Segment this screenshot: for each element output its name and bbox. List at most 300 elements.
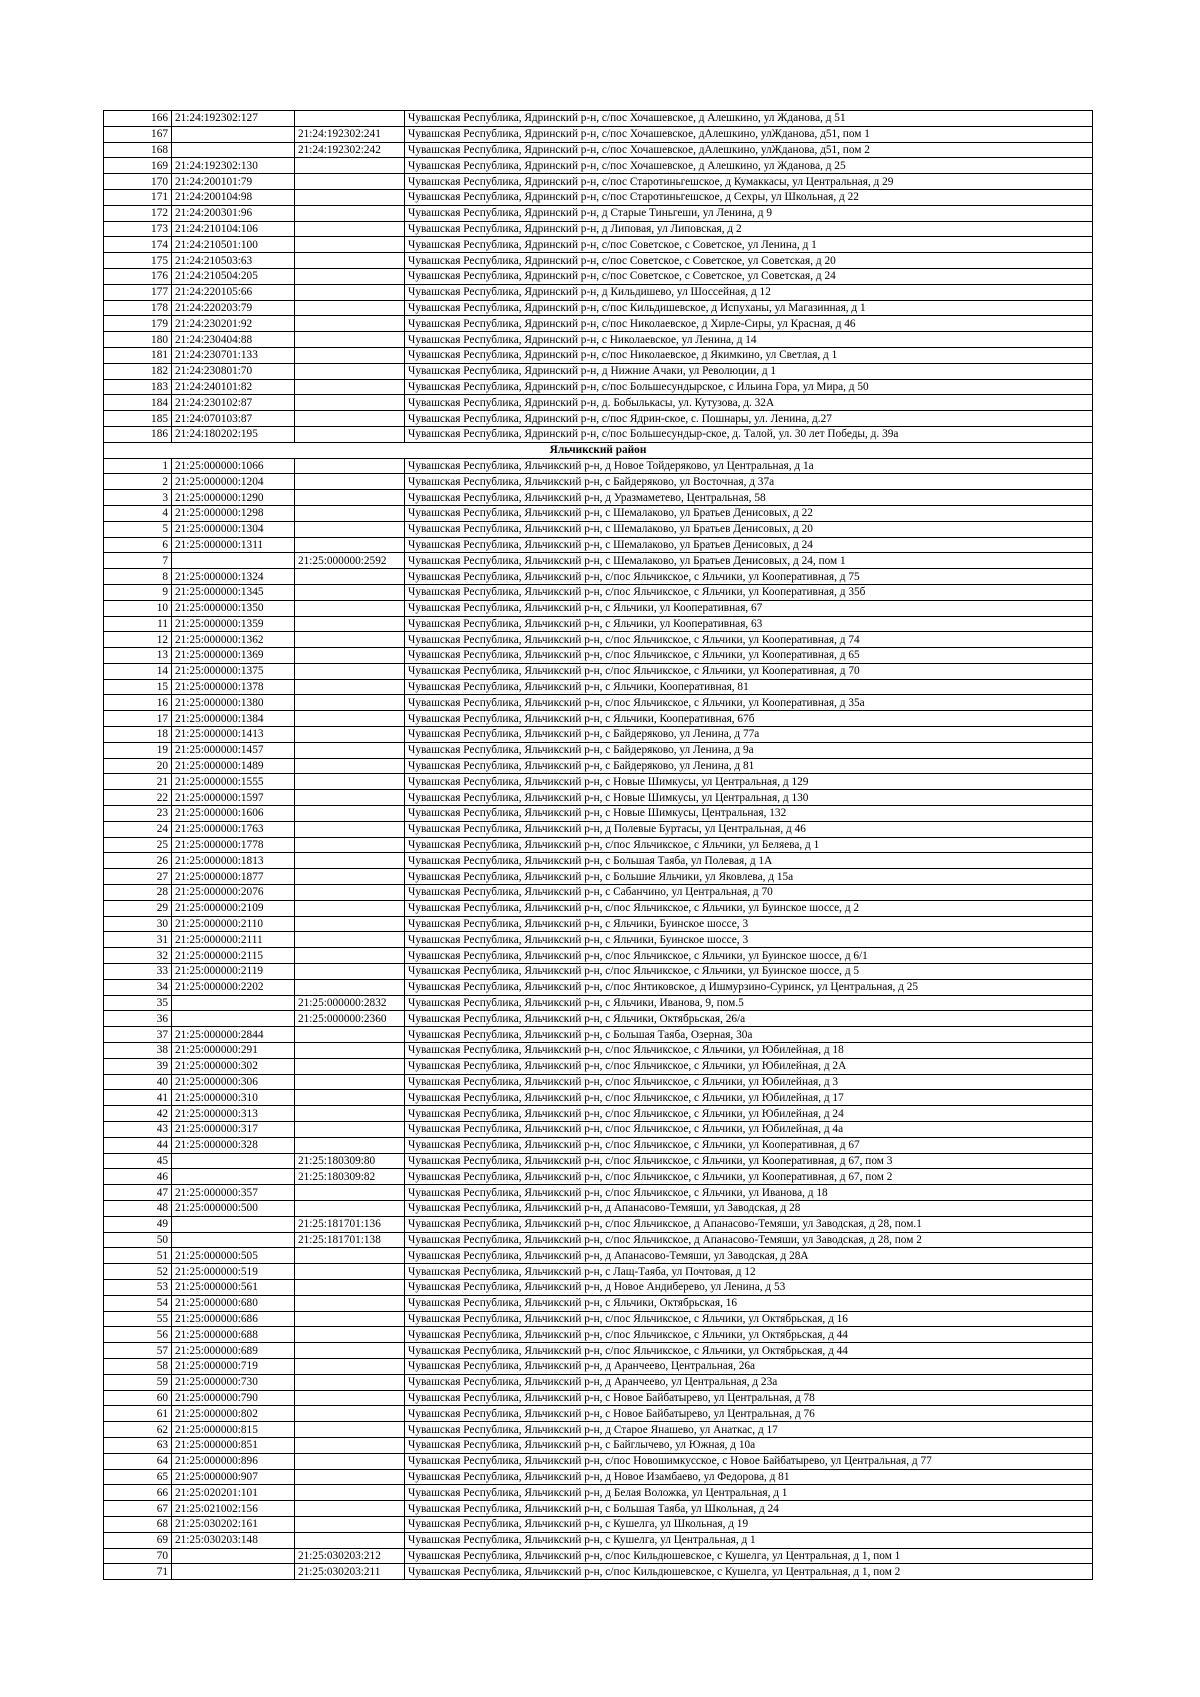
table-row: [104, 663, 1093, 679]
row-number: 58: [104, 1358, 172, 1374]
premises-cadastral-number: [295, 537, 405, 553]
row-number: 169: [104, 158, 172, 174]
premises-cadastral-number: [295, 679, 405, 695]
cadastral-number: 21:25:000000:317: [172, 1122, 295, 1138]
table-row: [104, 727, 1093, 743]
table-row: [104, 1011, 1093, 1027]
cadastral-number: [172, 142, 295, 158]
row-number: 50: [104, 1232, 172, 1248]
row-number: 55: [104, 1311, 172, 1327]
row-number: 170: [104, 174, 172, 190]
table-row: [104, 995, 1093, 1011]
premises-cadastral-number: [295, 458, 405, 474]
table-row: [104, 126, 1093, 142]
address: Чувашская Республика, Яльчикский р-н, с Кушелга, ул Центральная, д 1: [405, 1532, 1093, 1548]
property-registry-table: [103, 110, 1093, 1580]
cadastral-number: 21:25:000000:519: [172, 1264, 295, 1280]
table-row: [104, 837, 1093, 853]
premises-cadastral-number: [295, 806, 405, 822]
premises-cadastral-number: [295, 1295, 405, 1311]
cadastral-number: 21:25:000000:815: [172, 1422, 295, 1438]
address: Чувашская Республика, Ядринский р-н, д Кильдишево, ул Шоссейная, д 12: [405, 284, 1093, 300]
address: Чувашская Республика, Ядринский р-н, д. Бобылькасы, ул. Кутузова, д. 32А: [405, 395, 1093, 411]
cadastral-number: 21:25:000000:719: [172, 1358, 295, 1374]
cadastral-number: 21:25:000000:1204: [172, 474, 295, 490]
cadastral-number: [172, 1232, 295, 1248]
address: Чувашская Республика, Ядринский р-н, с/пос Старотиньгешское, д Кумаккасы, ул Центральная, д 29: [405, 174, 1093, 190]
row-number: 64: [104, 1453, 172, 1469]
premises-cadastral-number: [295, 1343, 405, 1359]
row-number: 172: [104, 205, 172, 221]
cadastral-number: 21:25:000000:689: [172, 1343, 295, 1359]
cadastral-number: 21:25:000000:1597: [172, 790, 295, 806]
cadastral-number: 21:25:000000:1877: [172, 869, 295, 885]
table-row: [104, 900, 1093, 916]
cadastral-number: 21:25:000000:2844: [172, 1027, 295, 1043]
row-number: 25: [104, 837, 172, 853]
row-number: 31: [104, 932, 172, 948]
table-row: [104, 711, 1093, 727]
table-row: [104, 553, 1093, 569]
address: Чувашская Республика, Яльчикский р-н, с/пос Яльчикское, с Яльчики, ул Октябрьская, д 44: [405, 1327, 1093, 1343]
address: Чувашская Республика, Яльчикский р-н, с Яльчики, Кооперативная, 81: [405, 679, 1093, 695]
row-number: 41: [104, 1090, 172, 1106]
address: Чувашская Республика, Яльчикский р-н, с Байдеряково, ул Восточная, д 37а: [405, 474, 1093, 490]
table-row: [104, 600, 1093, 616]
premises-cadastral-number: 21:25:181701:136: [295, 1216, 405, 1232]
premises-cadastral-number: [295, 1501, 405, 1517]
cadastral-number: 21:25:000000:1380: [172, 695, 295, 711]
table-row: [104, 869, 1093, 885]
premises-cadastral-number: [295, 885, 405, 901]
table-row: [104, 584, 1093, 600]
row-number: 7: [104, 553, 172, 569]
premises-cadastral-number: 21:25:030203:211: [295, 1564, 405, 1580]
table-row: [104, 1548, 1093, 1564]
premises-cadastral-number: [295, 158, 405, 174]
premises-cadastral-number: [295, 790, 405, 806]
row-number: 181: [104, 347, 172, 363]
row-number: 171: [104, 189, 172, 205]
row-number: 8: [104, 569, 172, 585]
cadastral-number: 21:25:000000:1778: [172, 837, 295, 853]
row-number: 179: [104, 316, 172, 332]
premises-cadastral-number: [295, 584, 405, 600]
cadastral-number: 21:25:000000:907: [172, 1469, 295, 1485]
table-row: [104, 1264, 1093, 1280]
cadastral-number: 21:25:000000:1298: [172, 505, 295, 521]
premises-cadastral-number: [295, 253, 405, 269]
row-number: 182: [104, 363, 172, 379]
row-number: 71: [104, 1564, 172, 1580]
cadastral-number: [172, 1216, 295, 1232]
cadastral-number: 21:25:000000:1369: [172, 648, 295, 664]
row-number: 63: [104, 1437, 172, 1453]
cadastral-number: [172, 553, 295, 569]
address: Чувашская Республика, Яльчикский р-н, с/пос Яльчикское, с Яльчики, ул Буинское шоссе, д 2: [405, 900, 1093, 916]
row-number: 18: [104, 727, 172, 743]
table-row: [104, 300, 1093, 316]
table-row: [104, 1169, 1093, 1185]
premises-cadastral-number: [295, 632, 405, 648]
address: Чувашская Республика, Яльчикский р-н, с/пос Новошимкусское, с Новое Байбатырево, ул Центральная, д 77: [405, 1453, 1093, 1469]
address: Чувашская Республика, Яльчикский р-н, с Кушелга, ул Школьная, д 19: [405, 1516, 1093, 1532]
address: Чувашская Республика, Яльчикский р-н, с/пос Яльчикское, с Яльчики, ул Кооперативная, д 67: [405, 1137, 1093, 1153]
premises-cadastral-number: [295, 837, 405, 853]
cadastral-number: 21:25:000000:1813: [172, 853, 295, 869]
table-row: [104, 569, 1093, 585]
premises-cadastral-number: [295, 316, 405, 332]
table-row: [104, 932, 1093, 948]
table-row: [104, 774, 1093, 790]
row-number: 43: [104, 1122, 172, 1138]
table-row: [104, 758, 1093, 774]
cadastral-number: 21:24:230701:133: [172, 347, 295, 363]
table-row: [104, 174, 1093, 190]
table-row: [104, 332, 1093, 348]
premises-cadastral-number: [295, 395, 405, 411]
cadastral-number: 21:25:030202:161: [172, 1516, 295, 1532]
table-row: [104, 916, 1093, 932]
table-row: [104, 1390, 1093, 1406]
address: Чувашская Республика, Яльчикский р-н, с Яльчики, ул Кооперативная, 63: [405, 616, 1093, 632]
address: Чувашская Республика, Яльчикский р-н, с Шемалаково, ул Братьев Денисовых, д 22: [405, 505, 1093, 521]
premises-cadastral-number: [295, 332, 405, 348]
row-number: 39: [104, 1058, 172, 1074]
premises-cadastral-number: [295, 695, 405, 711]
cadastral-number: 21:25:000000:313: [172, 1106, 295, 1122]
address: Чувашская Республика, Яльчикский р-н, с/пос Яльчикское, с Яльчики, ул Кооперативная, д 35а: [405, 695, 1093, 711]
table-row: [104, 1137, 1093, 1153]
table-row: [104, 411, 1093, 427]
row-number: 66: [104, 1485, 172, 1501]
premises-cadastral-number: [295, 268, 405, 284]
address: Чувашская Республика, Ядринский р-н, с Николаевское, ул Ленина, д 14: [405, 332, 1093, 348]
row-number: 40: [104, 1074, 172, 1090]
row-number: 12: [104, 632, 172, 648]
cadastral-number: [172, 1564, 295, 1580]
address: Чувашская Республика, Яльчикский р-н, с/пос Яльчикское, с Яльчики, ул Юбилейная, д 17: [405, 1090, 1093, 1106]
premises-cadastral-number: [295, 648, 405, 664]
cadastral-number: 21:25:000000:2110: [172, 916, 295, 932]
address: Чувашская Республика, Яльчикский р-н, с/пос Яльчикское, с Яльчики, ул Буинское шоссе, д 6/1: [405, 948, 1093, 964]
cadastral-number: 21:25:000000:2109: [172, 900, 295, 916]
row-number: 6: [104, 537, 172, 553]
row-number: 48: [104, 1200, 172, 1216]
address: Чувашская Республика, Ядринский р-н, с/пос Советское, с Советское, ул Советская, д 24: [405, 268, 1093, 284]
row-number: 33: [104, 964, 172, 980]
cadastral-number: 21:25:000000:2119: [172, 964, 295, 980]
address: Чувашская Республика, Яльчикский р-н, с Большие Яльчики, ул Яковлева, д 15а: [405, 869, 1093, 885]
cadastral-number: 21:25:000000:802: [172, 1406, 295, 1422]
section-title: Яльчикский район: [104, 442, 1093, 458]
address: Чувашская Республика, Яльчикский р-н, с/пос Яльчикское, с Яльчики, ул Иванова, д 18: [405, 1185, 1093, 1201]
cadastral-number: 21:25:000000:1763: [172, 821, 295, 837]
row-number: 59: [104, 1374, 172, 1390]
address: Чувашская Республика, Яльчикский р-н, с Шемалаково, ул Братьев Денисовых, д 24, пом 1: [405, 553, 1093, 569]
address: Чувашская Республика, Яльчикский р-н, с/пос Яльчикское, с Яльчики, ул Кооперативная, д 67, пом 3: [405, 1153, 1093, 1169]
premises-cadastral-number: 21:25:000000:2592: [295, 553, 405, 569]
address: Чувашская Республика, Яльчикский р-н, д Новое Тойдеряково, ул Центральная, д 1а: [405, 458, 1093, 474]
premises-cadastral-number: [295, 1437, 405, 1453]
premises-cadastral-number: [295, 411, 405, 427]
cadastral-number: [172, 126, 295, 142]
row-number: 1: [104, 458, 172, 474]
cadastral-number: 21:24:200301:96: [172, 205, 295, 221]
row-number: 17: [104, 711, 172, 727]
table-row: [104, 1216, 1093, 1232]
cadastral-number: 21:24:220203:79: [172, 300, 295, 316]
cadastral-number: 21:25:000000:2076: [172, 885, 295, 901]
table-row: [104, 458, 1093, 474]
row-number: 15: [104, 679, 172, 695]
row-number: 175: [104, 253, 172, 269]
address: Чувашская Республика, Яльчикский р-н, д Белая Воложка, ул Центральная, д 1: [405, 1485, 1093, 1501]
cadastral-number: 21:25:000000:1606: [172, 806, 295, 822]
table-row: [104, 821, 1093, 837]
premises-cadastral-number: [295, 853, 405, 869]
table-row: [104, 1058, 1093, 1074]
premises-cadastral-number: [295, 1137, 405, 1153]
address: Чувашская Республика, Яльчикский р-н, с/пос Янтиковское, д Ишмурзино-Суринск, ул Центральная, д 25: [405, 979, 1093, 995]
row-number: 68: [104, 1516, 172, 1532]
address: Чувашская Республика, Яльчикский р-н, с/пос Яльчикское, с Яльчики, ул Юбилейная, д 4а: [405, 1122, 1093, 1138]
premises-cadastral-number: [295, 742, 405, 758]
premises-cadastral-number: [295, 1453, 405, 1469]
table-row: [104, 1516, 1093, 1532]
address: Чувашская Республика, Яльчикский р-н, д Уразмаметево, Центральная, 58: [405, 490, 1093, 506]
address: Чувашская Республика, Яльчикский р-н, с/пос Яльчикское, с Яльчики, ул Юбилейная, д 24: [405, 1106, 1093, 1122]
cadastral-number: 21:24:210501:100: [172, 237, 295, 253]
premises-cadastral-number: 21:24:192302:242: [295, 142, 405, 158]
premises-cadastral-number: [295, 1200, 405, 1216]
premises-cadastral-number: [295, 711, 405, 727]
document-page: [103, 110, 1093, 1580]
premises-cadastral-number: [295, 1185, 405, 1201]
premises-cadastral-number: 21:25:180309:82: [295, 1169, 405, 1185]
cadastral-number: 21:25:000000:561: [172, 1279, 295, 1295]
premises-cadastral-number: [295, 1264, 405, 1280]
row-number: 178: [104, 300, 172, 316]
cadastral-number: 21:24:210503:63: [172, 253, 295, 269]
cadastral-number: 21:24:200104:98: [172, 189, 295, 205]
table-row: [104, 1343, 1093, 1359]
address: Чувашская Республика, Яльчикский р-н, с Байдеряково, ул Ленина, д 77а: [405, 727, 1093, 743]
address: Чувашская Республика, Ядринский р-н, д Нижние Ачаки, ул Революции, д 1: [405, 363, 1093, 379]
row-number: 30: [104, 916, 172, 932]
table-row: [104, 284, 1093, 300]
table-row: [104, 616, 1093, 632]
premises-cadastral-number: [295, 948, 405, 964]
table-row: [104, 505, 1093, 521]
table-row: [104, 1485, 1093, 1501]
address: Чувашская Республика, Яльчикский р-н, с Новые Шимкусы, ул Центральная, д 129: [405, 774, 1093, 790]
cadastral-number: 21:24:210104:106: [172, 221, 295, 237]
premises-cadastral-number: [295, 1327, 405, 1343]
address: Чувашская Республика, Ядринский р-н, с/пос Старотиньгешское, д Сехры, ул Школьная, д 22: [405, 189, 1093, 205]
row-number: 176: [104, 268, 172, 284]
cadastral-number: 21:25:000000:328: [172, 1137, 295, 1153]
table-row: [104, 742, 1093, 758]
row-number: 37: [104, 1027, 172, 1043]
table-row: [104, 1232, 1093, 1248]
cadastral-number: 21:25:000000:306: [172, 1074, 295, 1090]
premises-cadastral-number: [295, 1090, 405, 1106]
row-number: 177: [104, 284, 172, 300]
row-number: 4: [104, 505, 172, 521]
address: Чувашская Республика, Ядринский р-н, с/пос Советское, с Советское, ул Ленина, д 1: [405, 237, 1093, 253]
address: Чувашская Республика, Яльчикский р-н, с Большая Таяба, Озерная, 30а: [405, 1027, 1093, 1043]
premises-cadastral-number: [295, 521, 405, 537]
premises-cadastral-number: [295, 1406, 405, 1422]
premises-cadastral-number: [295, 174, 405, 190]
cadastral-number: 21:25:000000:1066: [172, 458, 295, 474]
row-number: 23: [104, 806, 172, 822]
cadastral-number: 21:25:000000:688: [172, 1327, 295, 1343]
address: Чувашская Республика, Яльчикский р-н, с/пос Кильдюшевское, с Кушелга, ул Центральная, д 1, пом 1: [405, 1548, 1093, 1564]
cadastral-number: 21:24:240101:82: [172, 379, 295, 395]
cadastral-number: 21:25:000000:1345: [172, 584, 295, 600]
row-number: 67: [104, 1501, 172, 1517]
cadastral-number: 21:25:000000:1489: [172, 758, 295, 774]
row-number: 9: [104, 584, 172, 600]
row-number: 69: [104, 1532, 172, 1548]
table-row: [104, 1153, 1093, 1169]
row-number: 167: [104, 126, 172, 142]
address: Чувашская Республика, Яльчикский р-н, с Новое Байбатырево, ул Центральная, д 78: [405, 1390, 1093, 1406]
table-row: [104, 1469, 1093, 1485]
premises-cadastral-number: [295, 932, 405, 948]
address: Чувашская Республика, Яльчикский р-н, с Лащ-Таяба, ул Почтовая, д 12: [405, 1264, 1093, 1280]
row-number: 32: [104, 948, 172, 964]
table-row: [104, 853, 1093, 869]
row-number: 180: [104, 332, 172, 348]
table-row: [104, 1248, 1093, 1264]
premises-cadastral-number: [295, 426, 405, 442]
address: Чувашская Республика, Яльчикский р-н, с Байглычево, ул Южная, д 10а: [405, 1437, 1093, 1453]
cadastral-number: 21:25:000000:291: [172, 1043, 295, 1059]
row-number: 14: [104, 663, 172, 679]
table-row: [104, 1185, 1093, 1201]
address: Чувашская Республика, Яльчикский р-н, с/пос Яльчикское, с Яльчики, ул Кооперативная, д 65: [405, 648, 1093, 664]
table-row: [104, 1295, 1093, 1311]
premises-cadastral-number: [295, 616, 405, 632]
premises-cadastral-number: [295, 1532, 405, 1548]
cadastral-number: 21:25:000000:896: [172, 1453, 295, 1469]
address: Чувашская Республика, Яльчикский р-н, с/пос Яльчикское, с Яльчики, ул Кооперативная, д 67, пом 2: [405, 1169, 1093, 1185]
table-row: [104, 142, 1093, 158]
cadastral-number: 21:25:000000:1457: [172, 742, 295, 758]
table-row: [104, 964, 1093, 980]
table-row: [104, 537, 1093, 553]
address: Чувашская Республика, Яльчикский р-н, д Апанасово-Темяши, ул Заводская, д 28: [405, 1200, 1093, 1216]
row-number: 42: [104, 1106, 172, 1122]
cadastral-number: 21:25:020201:101: [172, 1485, 295, 1501]
table-row: [104, 426, 1093, 442]
row-number: 19: [104, 742, 172, 758]
address: Чувашская Республика, Ядринский р-н, с/пос Николаевское, д Хирле-Сиры, ул Красная, д 46: [405, 316, 1093, 332]
cadastral-number: 21:24:230801:70: [172, 363, 295, 379]
premises-cadastral-number: [295, 900, 405, 916]
table-row: [104, 347, 1093, 363]
cadastral-number: 21:24:230404:88: [172, 332, 295, 348]
row-number: 184: [104, 395, 172, 411]
table-row: [104, 379, 1093, 395]
section-header-row: [104, 442, 1093, 458]
table-row: [104, 806, 1093, 822]
table-row: [104, 632, 1093, 648]
row-number: 38: [104, 1043, 172, 1059]
premises-cadastral-number: [295, 916, 405, 932]
row-number: 46: [104, 1169, 172, 1185]
address: Чувашская Республика, Яльчикский р-н, д Аранчеево, Центральная, 26а: [405, 1358, 1093, 1374]
cadastral-number: 21:25:000000:505: [172, 1248, 295, 1264]
address: Чувашская Республика, Яльчикский р-н, с/пос Яльчикское, с Яльчики, ул Беляева, д 1: [405, 837, 1093, 853]
table-row: [104, 648, 1093, 664]
address: Чувашская Республика, Яльчикский р-н, с Шемалаково, ул Братьев Денисовых, д 24: [405, 537, 1093, 553]
premises-cadastral-number: [295, 821, 405, 837]
address: Чувашская Республика, Ядринский р-н, с/пос Хочашевское, дАлешкино, улЖданова, д51, пом 2: [405, 142, 1093, 158]
table-row: [104, 205, 1093, 221]
premises-cadastral-number: [295, 1027, 405, 1043]
cadastral-number: [172, 1548, 295, 1564]
premises-cadastral-number: [295, 1058, 405, 1074]
cadastral-number: 21:25:000000:790: [172, 1390, 295, 1406]
address: Чувашская Республика, Яльчикский р-н, с Яльчики, ул Кооперативная, 67: [405, 600, 1093, 616]
cadastral-number: 21:24:230201:92: [172, 316, 295, 332]
table-row: [104, 1279, 1093, 1295]
cadastral-number: 21:25:000000:680: [172, 1295, 295, 1311]
premises-cadastral-number: [295, 1122, 405, 1138]
premises-cadastral-number: [295, 727, 405, 743]
premises-cadastral-number: [295, 600, 405, 616]
table-row: [104, 1437, 1093, 1453]
table-row: [104, 1406, 1093, 1422]
address: Чувашская Республика, Яльчикский р-н, с/пос Яльчикское, с Яльчики, ул Буинское шоссе, д 5: [405, 964, 1093, 980]
row-number: 36: [104, 1011, 172, 1027]
row-number: 35: [104, 995, 172, 1011]
table-row: [104, 1374, 1093, 1390]
cadastral-number: 21:25:000000:1555: [172, 774, 295, 790]
premises-cadastral-number: [295, 237, 405, 253]
address: Чувашская Республика, Ядринский р-н, с/пос Хочашевское, д Алешкино, ул Жданова, д 25: [405, 158, 1093, 174]
address: Чувашская Республика, Яльчикский р-н, с/пос Яльчикское, с Яльчики, ул Юбилейная, д 18: [405, 1043, 1093, 1059]
row-number: 5: [104, 521, 172, 537]
cadastral-number: 21:25:000000:1350: [172, 600, 295, 616]
row-number: 53: [104, 1279, 172, 1295]
table-row: [104, 189, 1093, 205]
premises-cadastral-number: 21:24:192302:241: [295, 126, 405, 142]
address: Чувашская Республика, Яльчикский р-н, с/пос Яльчикское, с Яльчики, ул Октябрьская, д 16: [405, 1311, 1093, 1327]
table-row: [104, 363, 1093, 379]
row-number: 70: [104, 1548, 172, 1564]
premises-cadastral-number: [295, 474, 405, 490]
premises-cadastral-number: [295, 1074, 405, 1090]
table-row: [104, 1311, 1093, 1327]
table-row: [104, 1090, 1093, 1106]
cadastral-number: 21:24:192302:130: [172, 158, 295, 174]
cadastral-number: 21:24:200101:79: [172, 174, 295, 190]
address: Чувашская Республика, Яльчикский р-н, с Яльчики, Буинское шоссе, 3: [405, 932, 1093, 948]
table-row: [104, 395, 1093, 411]
premises-cadastral-number: [295, 1043, 405, 1059]
table-row: [104, 268, 1093, 284]
premises-cadastral-number: [295, 1279, 405, 1295]
row-number: 52: [104, 1264, 172, 1280]
address: Чувашская Республика, Ядринский р-н, д Липовая, ул Липовская, д 2: [405, 221, 1093, 237]
cadastral-number: 21:24:210504:205: [172, 268, 295, 284]
table-row: [104, 1422, 1093, 1438]
